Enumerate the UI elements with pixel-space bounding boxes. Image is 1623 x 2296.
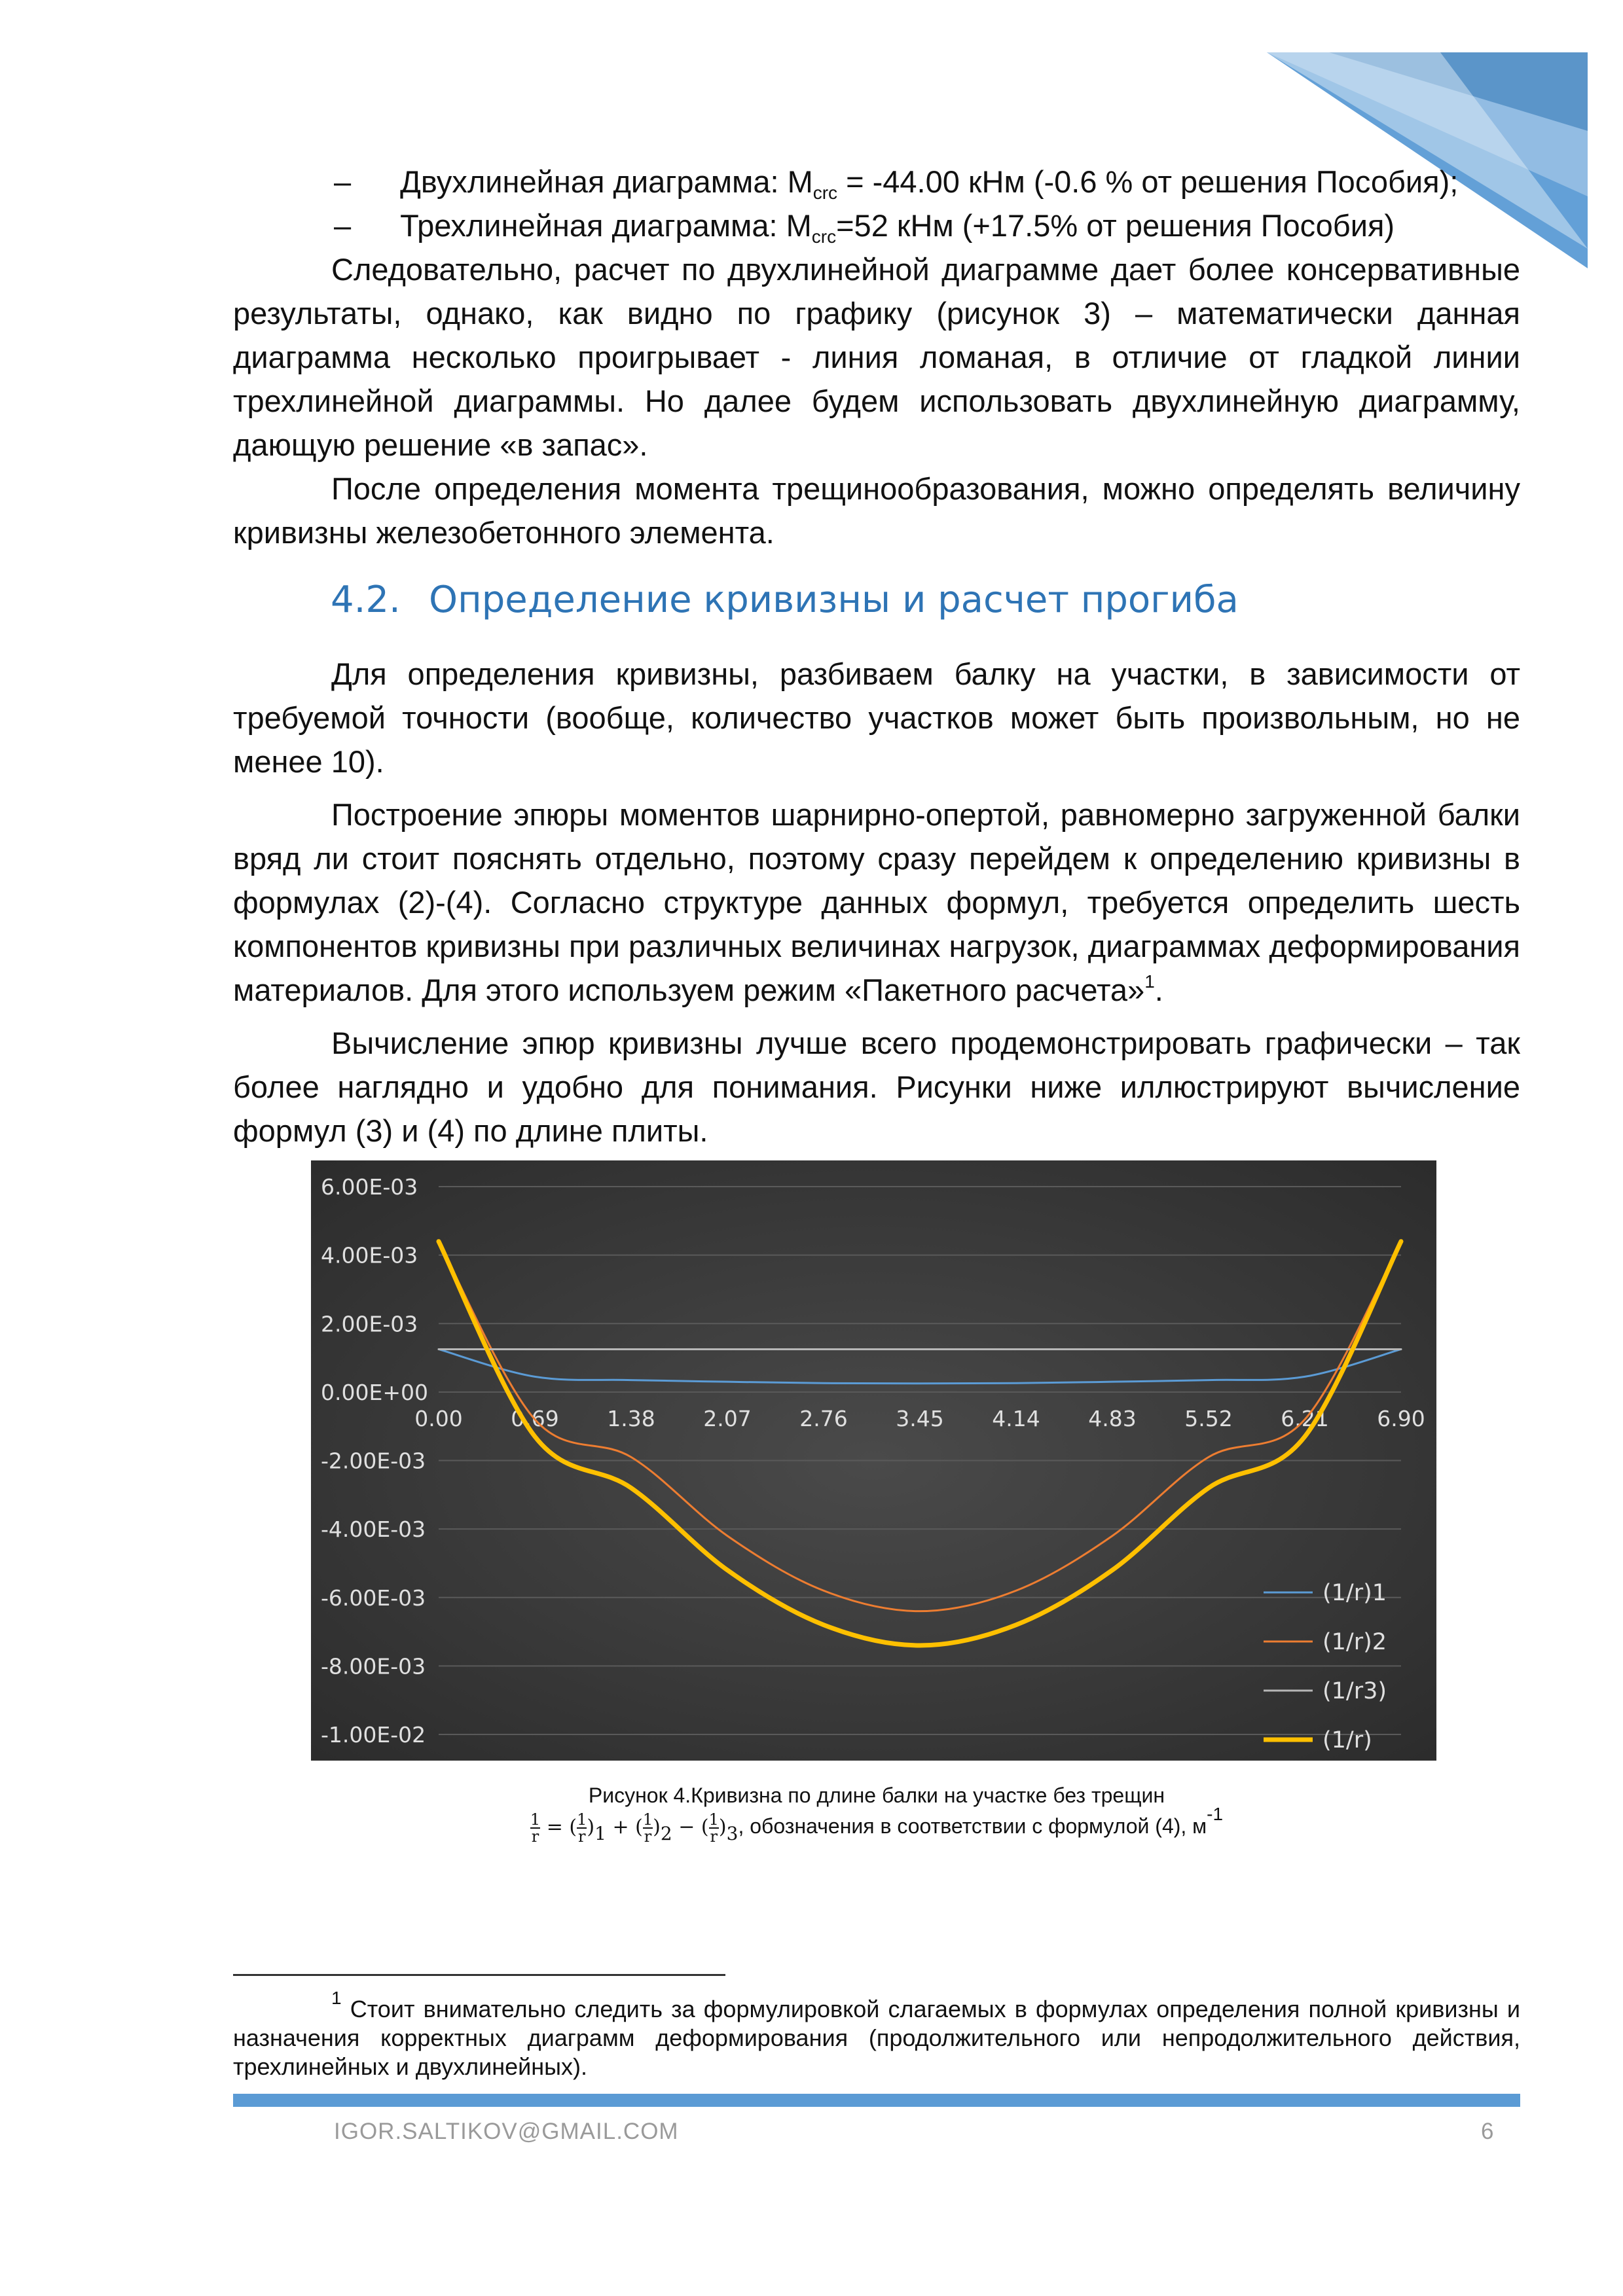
x-tick-label: 0.69: [511, 1405, 559, 1431]
y-tick-label: 0.00E+00: [321, 1379, 428, 1405]
footer-email[interactable]: IGOR.SALTIKOV@GMAIL.COM: [334, 2119, 679, 2144]
section-heading: [331, 577, 1239, 623]
footnote-text: Стоит внимательно следить за формулировкой слагаемых в формулах определения полной кривизны и назначения корректных диаграмм деформирования (продолжительного или непродолжительного действия, трехлинейных и двухлинейных).: [233, 1996, 1520, 2080]
body-top: [233, 160, 1520, 554]
curvature-chart: [311, 1160, 1436, 1761]
paragraph: Следовательно, расчет по двухлинейной диаграмме дает более консервативные результаты, однако, как видно по графику (рисунок 3) – математически данная диаграмма несколько проигрывает - линия ломаная, в отличие от гладкой линии трехлинейной диаграммы. Но далее будем использовать двухлинейную диаграмму, дающую решение «в запас».: [233, 252, 1520, 462]
x-tick-label: 4.83: [1088, 1405, 1137, 1431]
formula-lhs: $\frac{1}{r}$ = ( $\frac{1}{r}$ )$_1$ + ( $\frac{1}{r}$ )$_2$ − ( $\frac{1}{r}$ )$_3$: [530, 1810, 739, 1846]
footnote: [233, 1988, 1520, 2081]
x-tick-label: 2.76: [799, 1405, 848, 1431]
legend-label: (1/r)1: [1322, 1580, 1387, 1606]
x-tick-label: 6.90: [1377, 1405, 1425, 1431]
page-number: 6: [1481, 2119, 1494, 2144]
y-tick-label: 6.00E-03: [321, 1174, 418, 1200]
y-tick-label: -1.00E-02: [321, 1722, 426, 1748]
y-tick-label: -6.00E-03: [321, 1585, 426, 1611]
x-tick-label: 3.45: [896, 1405, 944, 1431]
paragraph: После определения момента трещинообразования, можно определять величину кривизны железобетонного элемента.: [233, 471, 1520, 550]
section-number: 4.2.: [331, 579, 401, 621]
formula-text: , обозначения в соответствии с формулой (4), $м^{-1}$: [738, 1804, 1224, 1838]
section-title: Определение кривизны и расчет прогиба: [429, 579, 1239, 621]
list-item-text: Трехлинейная диаграмма: $M_{crc}=52$ кНм (+17.5% от решения Пособия): [400, 208, 1395, 247]
footnote-mark: 1: [331, 1988, 342, 2008]
x-tick-label: 2.07: [703, 1405, 752, 1431]
chart-svg: [311, 1160, 1436, 1761]
paragraph: Для определения кривизны, разбиваем балку на участки, в зависимости от требуемой точности (вообще, количество участков может быть произвольным, но не менее 10).: [233, 656, 1520, 779]
footnote-ref[interactable]: 1: [1144, 971, 1155, 992]
footer-rule: [233, 2094, 1520, 2107]
x-tick-label: 4.14: [992, 1405, 1040, 1431]
paragraph: Вычисление эпюр кривизны лучше всего продемонстрировать графически – так более наглядно и удобно для понимания. Рисунки ниже иллюстрируют вычисление формул (3) и (4) по длине плиты.: [233, 1026, 1520, 1148]
y-tick-label: -2.00E-03: [321, 1448, 426, 1474]
paragraph: Построение эпюры моментов шарнирно-опертой, равномерно загруженной балки вряд ли стоит пояснять отдельно, поэтому сразу перейдем к определению кривизны в формулах (2)-(4). Согласно структуре данных формул, требуется определить шесть компонентов кривизны при различных величинах нагрузок, диаграммах деформирования материалов. Для этого используем режим «Пакетного расчета»$^1$.: [233, 797, 1520, 1007]
x-tick-label: 0.00: [414, 1405, 463, 1431]
y-tick-label: -8.00E-03: [321, 1653, 426, 1679]
legend-label: (1/r)2: [1322, 1629, 1387, 1655]
body-mid: [233, 652, 1520, 1153]
list-item-text: Двухлинейная диаграмма: $M_{crc} = -44.00$ кНм (-0.6 % от решения Пособия);: [400, 164, 1459, 203]
caption-formula: [233, 1804, 1520, 1846]
y-tick-label: -4.00E-03: [321, 1516, 426, 1543]
y-tick-label: 4.00E-03: [321, 1242, 418, 1268]
legend-label: (1/r): [1322, 1727, 1372, 1753]
x-tick-label: 6.21: [1281, 1405, 1329, 1431]
legend-label: (1/r3): [1322, 1678, 1387, 1704]
x-tick-label: 1.38: [607, 1405, 655, 1431]
list-item: – Трехлинейная диаграмма: $M_{crc}=52$ кНм (+17.5% от решения Пособия): [334, 208, 1395, 247]
figure-caption: Рисунок 4.Кривизна по длине балки на участке без трещин: [588, 1784, 1165, 1807]
x-tick-label: 5.52: [1184, 1405, 1233, 1431]
list-item: – Двухлинейная диаграмма: $M_{crc} = -44.00$ кНм (-0.6 % от решения Пособия);: [334, 164, 1459, 203]
footnote-separator: [233, 1974, 725, 1976]
y-tick-label: 2.00E-03: [321, 1311, 418, 1337]
